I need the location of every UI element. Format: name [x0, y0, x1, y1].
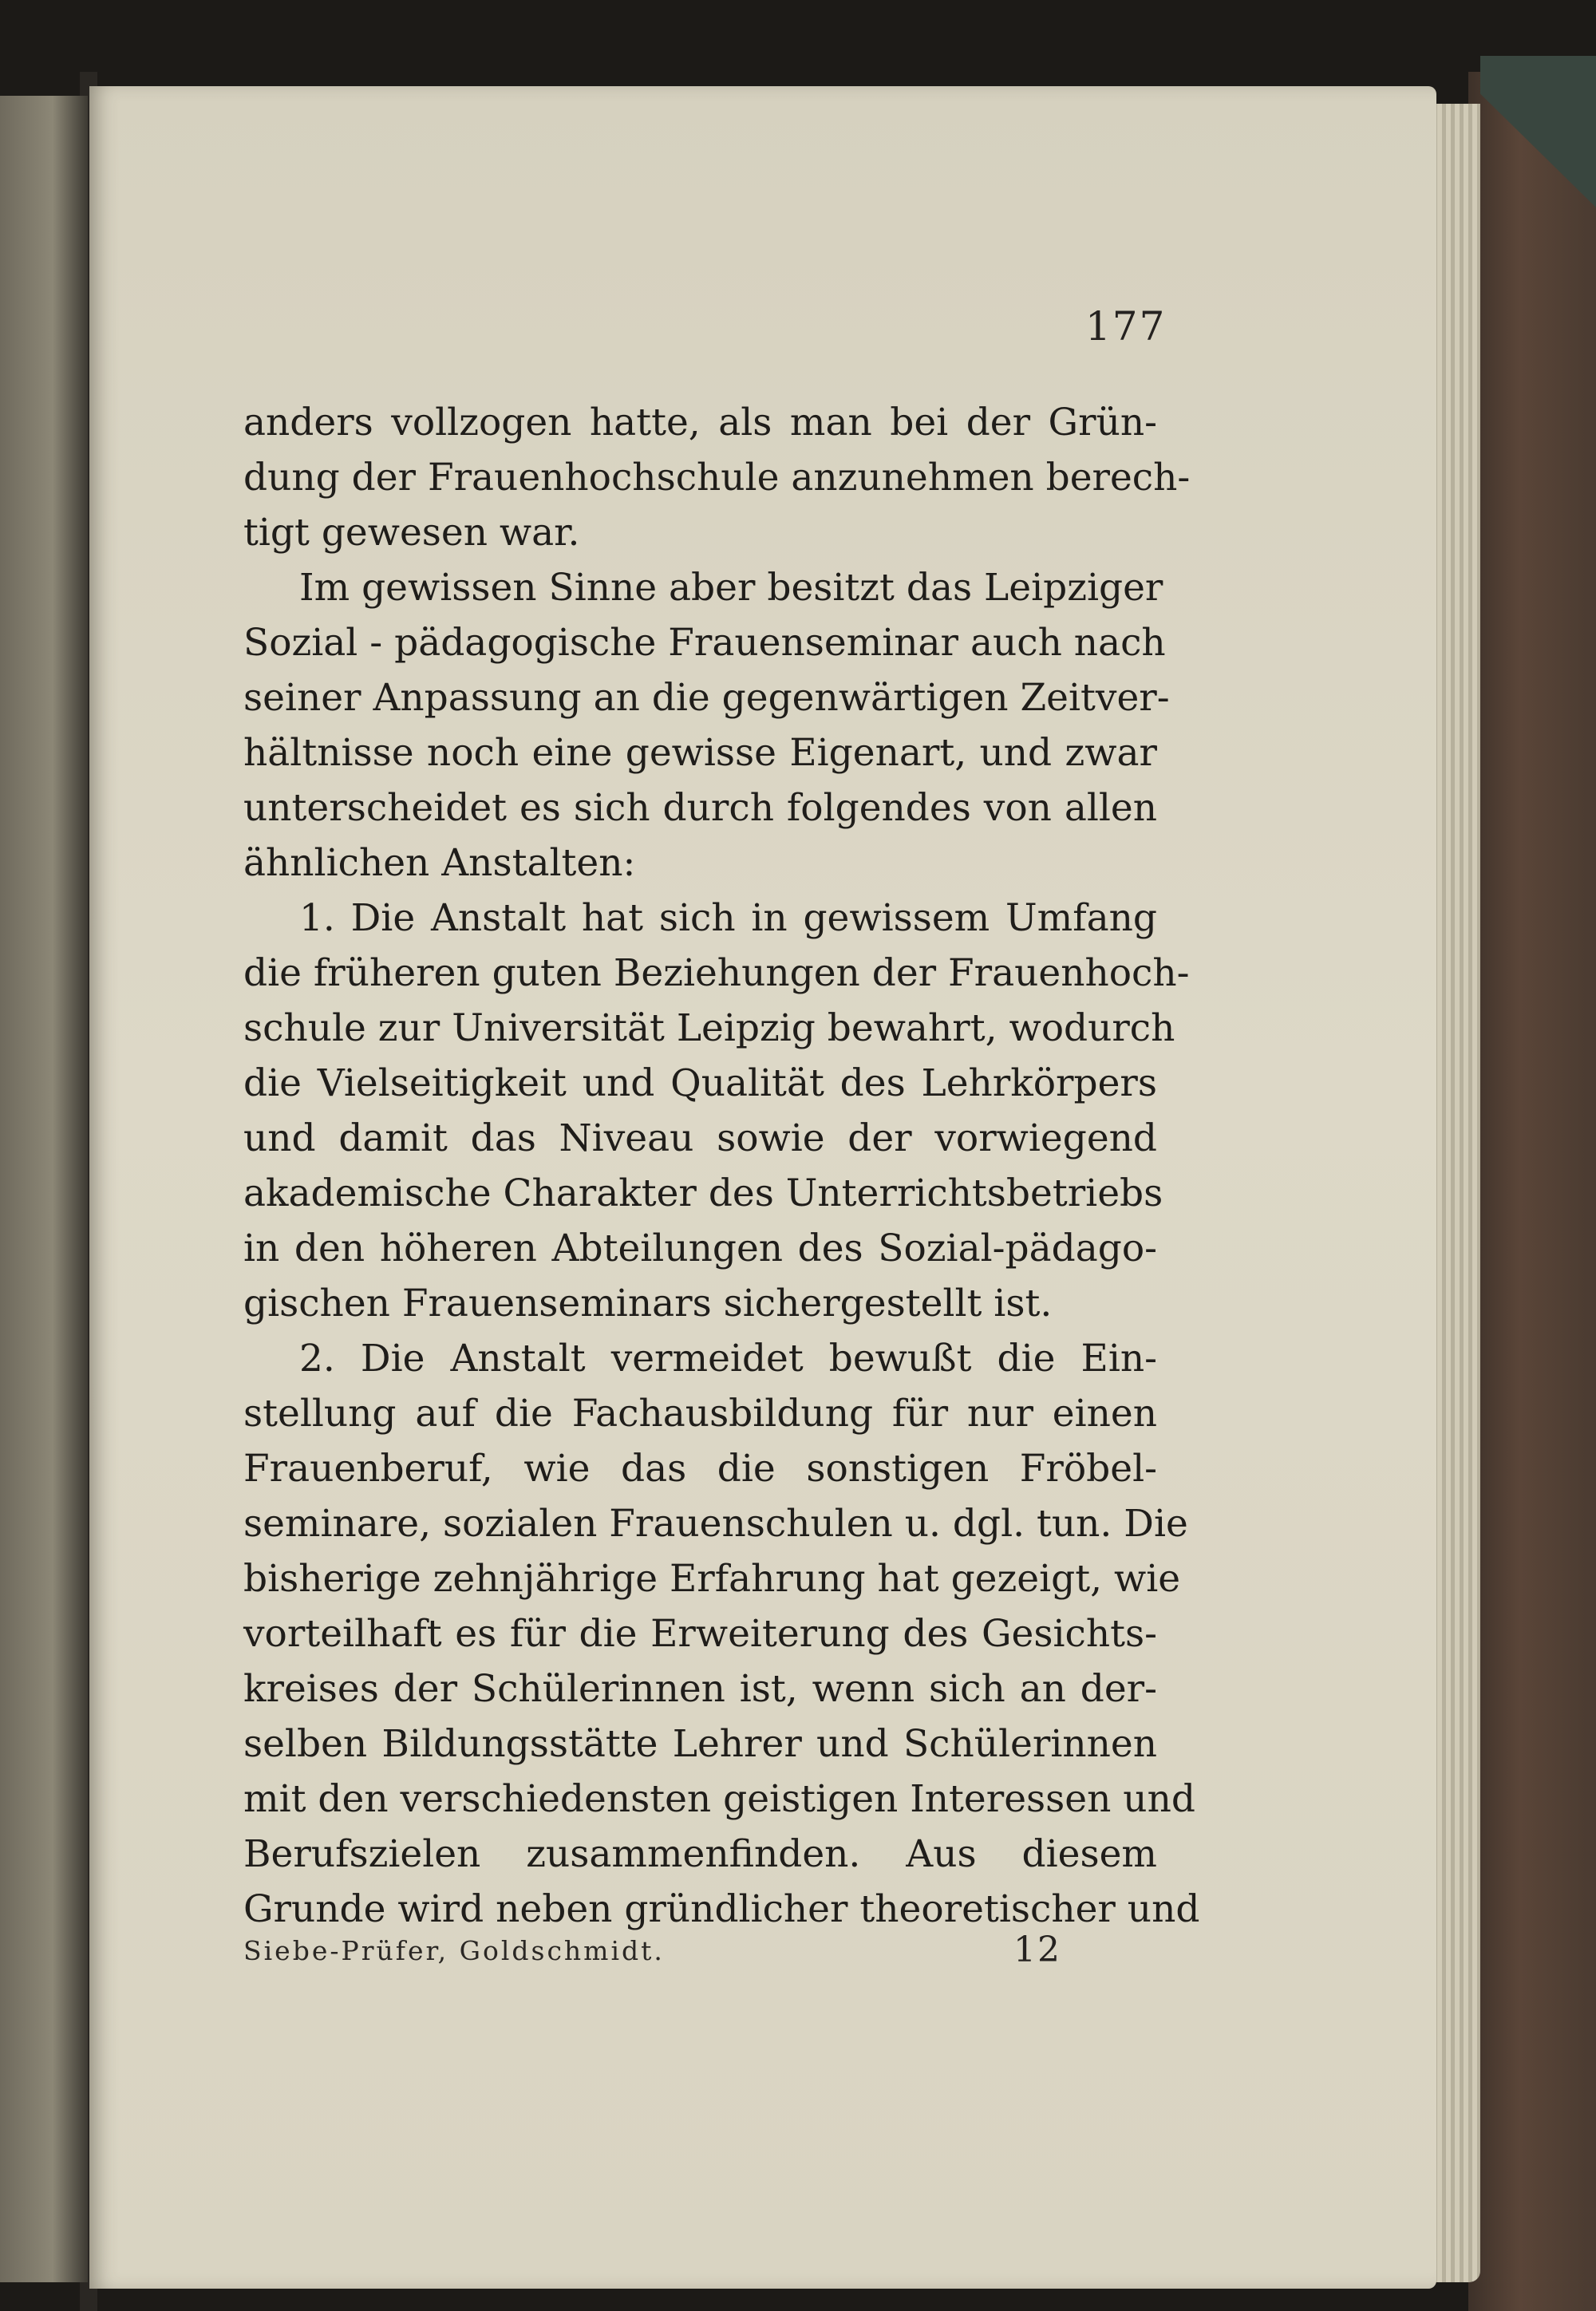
- text-line: selben Bildungsstätte Lehrer und Schülerinnen: [243, 1722, 1157, 1766]
- text-line: die früheren guten Beziehungen der Frauenhoch-: [243, 951, 1190, 995]
- text-line: und damit das Niveau sowie der vorwiegend: [243, 1116, 1157, 1160]
- body-text: [243, 395, 1200, 1937]
- text-line: unterscheidet es sich durch folgendes von allen: [243, 786, 1157, 830]
- text-line: Im gewissen Sinne aber besitzt das Leipziger: [299, 566, 1163, 610]
- book-cover-board: [1468, 72, 1596, 2311]
- text-line: kreises der Schülerinnen ist, wenn sich an der-: [243, 1667, 1157, 1711]
- text-line: Frauenberuf, wie das die sonstigen Fröbel-: [243, 1447, 1157, 1491]
- text-line: ähnlichen Anstalten:: [243, 841, 636, 885]
- text-line: stellung auf die Fachausbildung für nur einen: [243, 1392, 1157, 1436]
- text-line: schule zur Universität Leipzig bewahrt, wodurch: [243, 1006, 1175, 1050]
- text-line: gischen Frauenseminars sichergestellt ist.: [243, 1282, 1053, 1325]
- text-line: mit den verschiedensten geistigen Interessen und: [243, 1777, 1195, 1821]
- text-line: tigt gewesen war.: [243, 511, 580, 555]
- text-line: die Vielseitigkeit und Qualität des Lehrkörpers: [243, 1061, 1157, 1105]
- text-line: Berufszielen zusammenfinden. Aus diesem: [243, 1832, 1157, 1876]
- page-number: 177: [1085, 303, 1167, 350]
- text-line: bisherige zehnjährige Erfahrung hat gezeigt, wie: [243, 1557, 1181, 1601]
- text-line: Grunde wird neben gründlicher theoretischer und: [243, 1887, 1200, 1931]
- text-line: anders vollzogen hatte, als man bei der Grün-: [243, 401, 1157, 444]
- text-line: vorteilhaft es für die Erweiterung des Gesichts-: [243, 1612, 1157, 1656]
- text-line: seminare, sozialen Frauenschulen u. dgl. tun. Die: [243, 1502, 1188, 1546]
- text-line: dung der Frauenhochschule anzunehmen berech-: [243, 456, 1191, 500]
- text-line: hältnisse noch eine gewisse Eigenart, und zwar: [243, 731, 1157, 775]
- text-line: akademische Charakter des Unterrichtsbetriebs: [243, 1171, 1163, 1215]
- text-line: Sozial - pädagogische Frauenseminar auch nach: [243, 621, 1166, 665]
- sheet-number: 12: [1013, 1930, 1061, 1970]
- left-page-edge: [0, 96, 88, 2282]
- text-line: 2. Die Anstalt vermeidet bewußt die Ein-: [299, 1337, 1157, 1381]
- text-line: 1. Die Anstalt hat sich in gewissem Umfang: [299, 896, 1157, 940]
- text-line: seiner Anpassung an die gegenwärtigen Zeitver-: [243, 676, 1170, 720]
- text-line: in den höheren Abteilungen des Sozial-pädago-: [243, 1227, 1157, 1270]
- footer-signature: Siebe-Prüfer, Goldschmidt.: [243, 1935, 665, 1966]
